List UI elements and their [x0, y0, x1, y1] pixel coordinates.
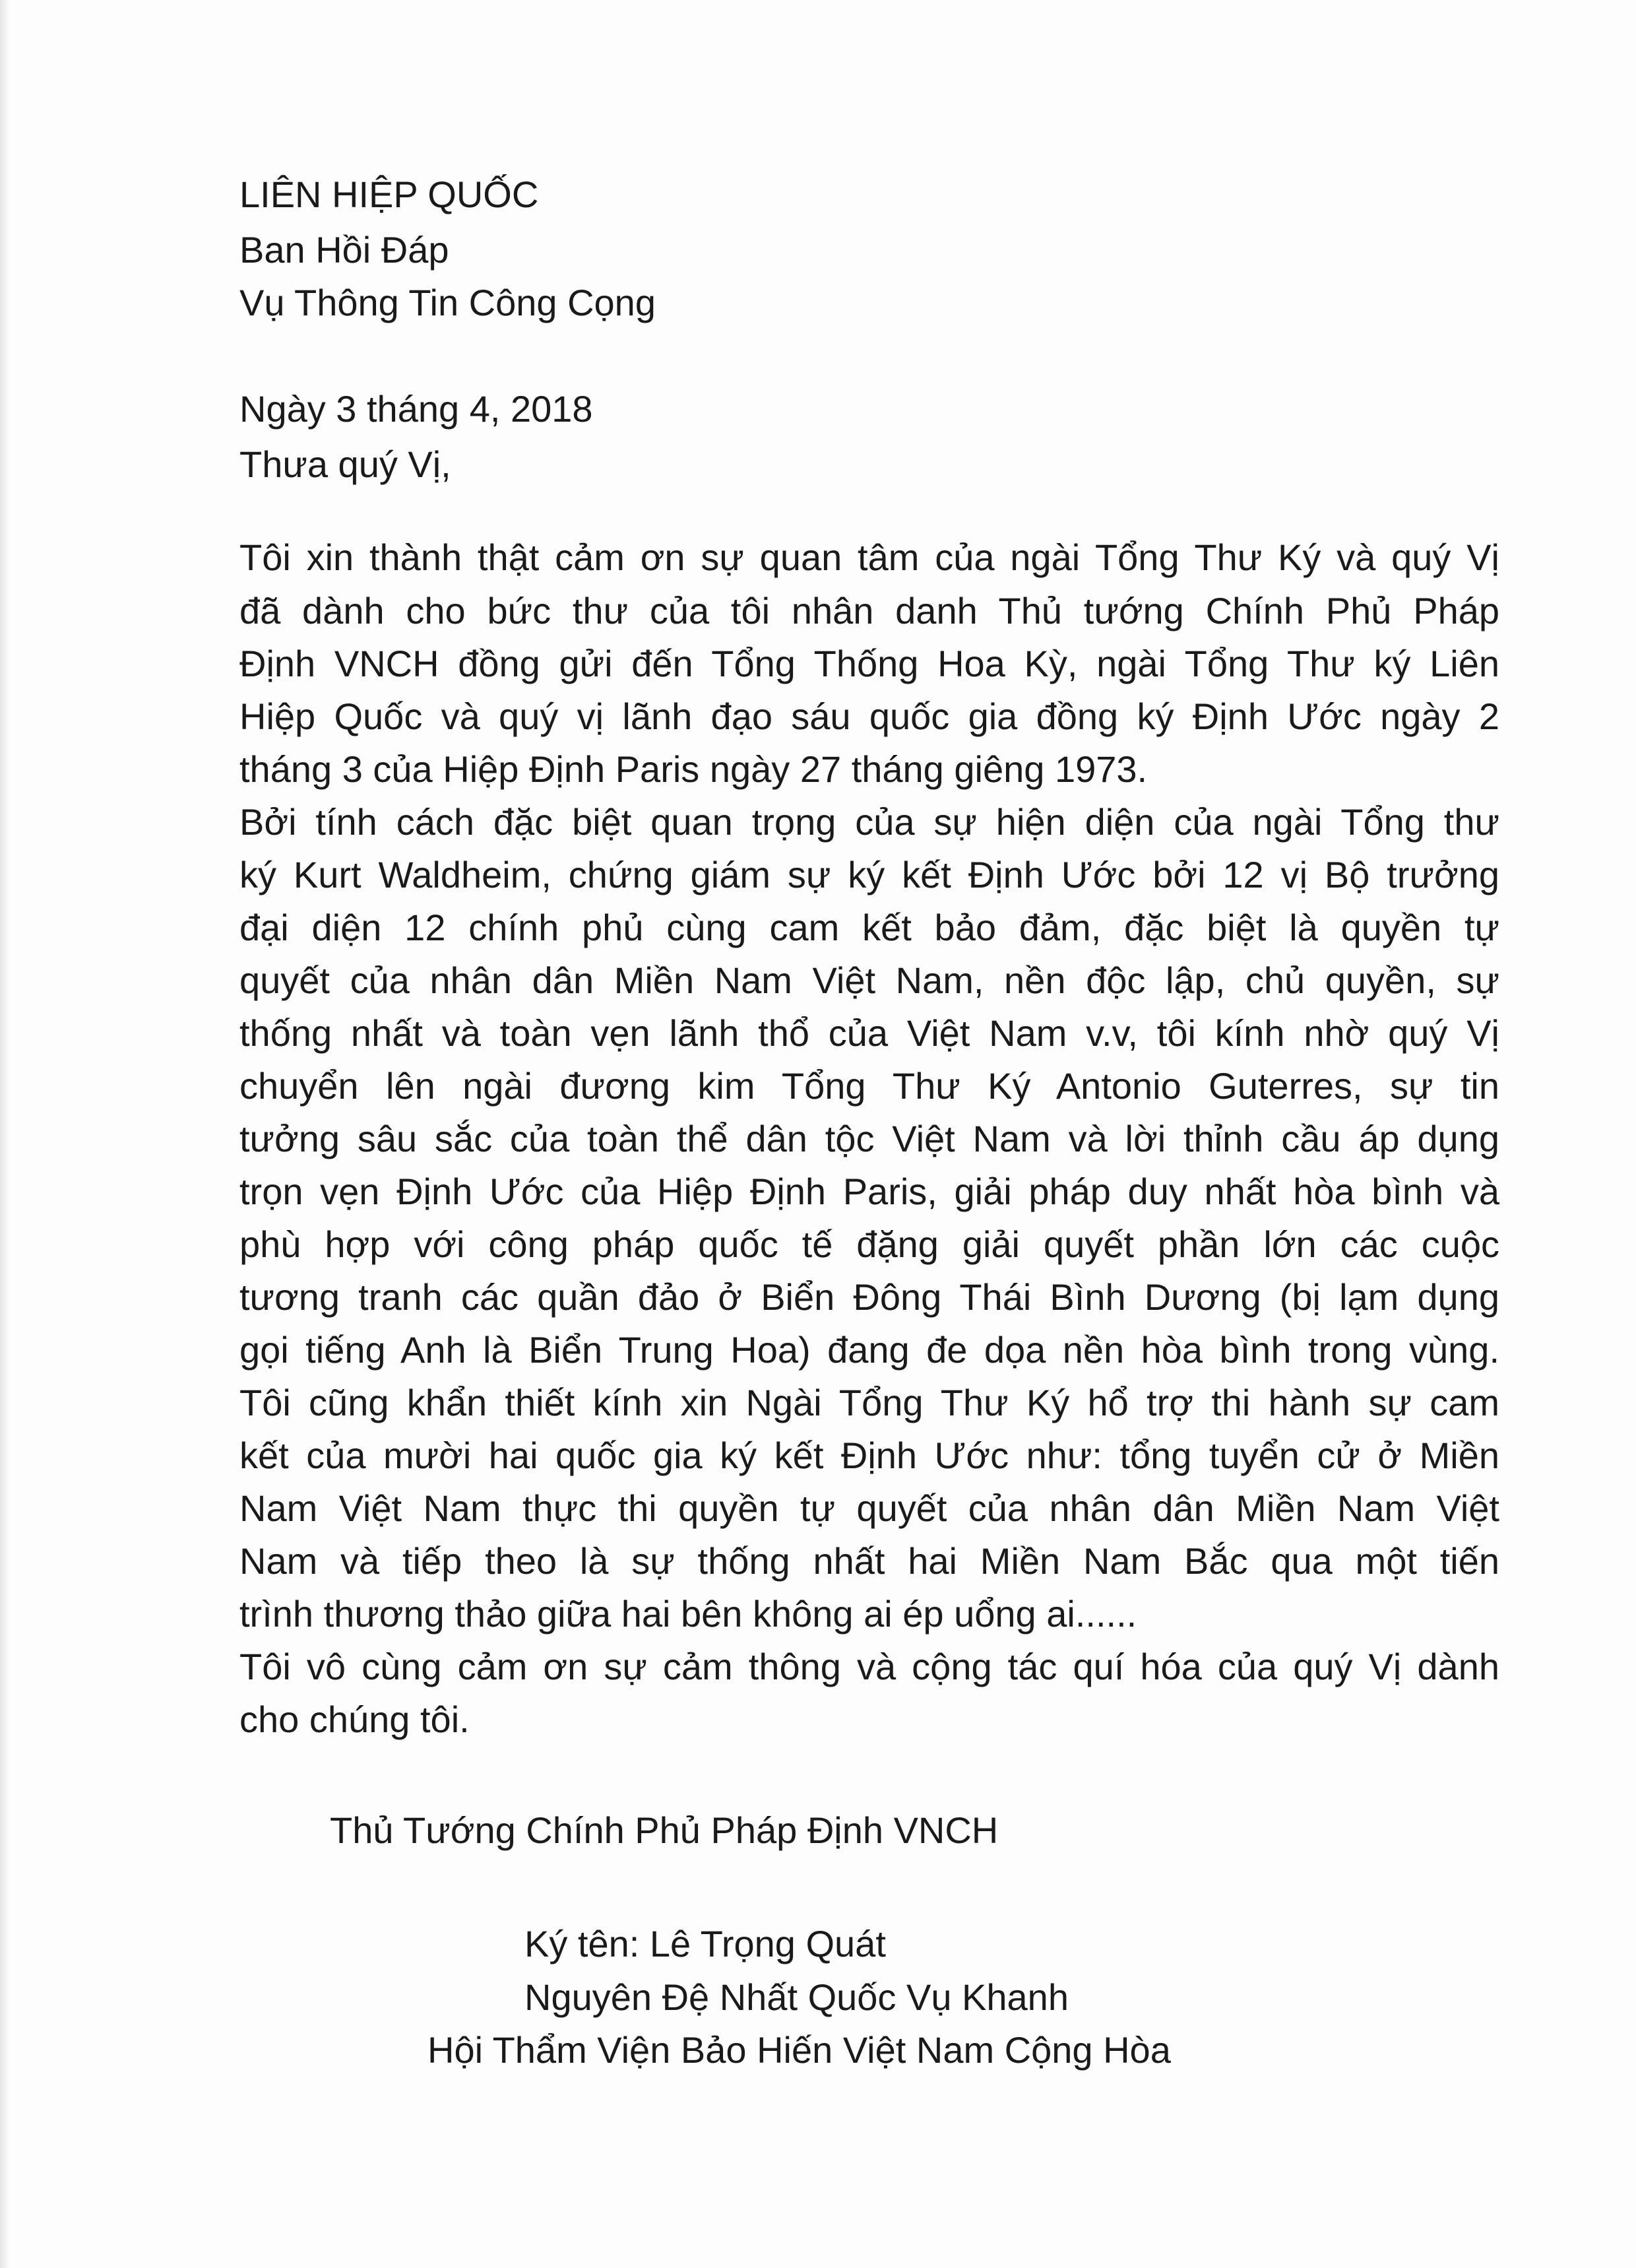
body-line: kết của mười hai quốc gia ký kết Định Ước như: tổng tuyển cử ở Miền [239, 1435, 1499, 1476]
scan-edge [0, 0, 9, 2268]
signature-position-2: Hội Thẩm Viện Bảo Hiến Việt Nam Cộng Hòa [427, 2029, 1171, 2071]
addressee-division: Vụ Thông Tin Công Cọng [239, 282, 656, 323]
body-line: Tôi xin thành thật cảm ơn sự quan tâm của ngài Tổng Thư Ký và quý Vị [239, 536, 1499, 578]
body-line: Tôi cũng khẩn thiết kính xin Ngài Tổng Thư Ký hổ trợ thi hành sự cam [239, 1382, 1499, 1423]
body-line: ký Kurt Waldheim, chứng giám sự ký kết Định Ước bởi 12 vị Bộ trưởng [239, 854, 1499, 895]
body-line: thống nhất và toàn vẹn lãnh thổ của Việt Nam v.v, tôi kính nhờ quý Vị [239, 1012, 1499, 1054]
body-line: Bởi tính cách đặc biệt quan trọng của sự hiện diện của ngài Tổng thư [239, 801, 1499, 843]
signature-signed: Ký tên: Lê Trọng Quát [524, 1923, 886, 1964]
signature-title: Thủ Tướng Chính Phủ Pháp Định VNCH [330, 1809, 999, 1851]
body-line: chuyển lên ngài đương kim Tổng Thư Ký Antonio Guterres, sự tin [239, 1065, 1499, 1107]
salutation: Thưa quý Vị, [239, 443, 451, 485]
body-line: trình thương thảo giữa hai bên không ai ép uổng ai...... [239, 1593, 1137, 1635]
body-line: cho chúng tôi. [239, 1699, 470, 1740]
addressee-department: Ban Hồi Đáp [239, 229, 449, 271]
body-line: Hiệp Quốc và quý vị lãnh đạo sáu quốc gia đồng ký Định Ước ngày 2 [239, 696, 1499, 737]
body-line: Định VNCH đồng gửi đến Tổng Thống Hoa Kỳ, ngài Tổng Thư ký Liên [239, 643, 1499, 684]
body-line: Nam và tiếp theo là sự thống nhất hai Miền Nam Bắc qua một tiến [239, 1540, 1499, 1582]
body-line: gọi tiếng Anh là Biển Trung Hoa) đang đe dọa nền hòa bình trong vùng. [239, 1329, 1499, 1371]
body-line: trọn vẹn Định Ước của Hiệp Định Paris, giải pháp duy nhất hòa bình và [239, 1171, 1499, 1212]
body-line: đại diện 12 chính phủ cùng cam kết bảo đảm, đặc biệt là quyền tự [239, 907, 1499, 948]
body-line: tháng 3 của Hiệp Định Paris ngày 27 tháng giêng 1973. [239, 748, 1148, 790]
body-line: tưởng sâu sắc của toàn thể dân tộc Việt Nam và lời thỉnh cầu áp dụng [239, 1118, 1499, 1159]
addressee-org: LIÊN HIỆP QUỐC [239, 174, 539, 215]
body-line: đã dành cho bức thư của tôi nhân danh Thủ tướng Chính Phủ Pháp [239, 590, 1499, 632]
body-line: quyết của nhân dân Miền Nam Việt Nam, nền độc lập, chủ quyền, sự [239, 959, 1499, 1001]
body-line: Tôi vô cùng cảm ơn sự cảm thông và cộng tác quí hóa của quý Vị dành [239, 1646, 1499, 1687]
body-line: phù hợp với công pháp quốc tế đặng giải quyết phần lớn các cuộc [239, 1223, 1499, 1265]
signature-position-1: Nguyên Đệ Nhất Quốc Vụ Khanh [524, 1976, 1069, 2018]
letter-date: Ngày 3 tháng 4, 2018 [239, 388, 593, 430]
body-line: Nam Việt Nam thực thi quyền tự quyết của nhân dân Miền Nam Việt [239, 1487, 1499, 1529]
body-line: tương tranh các quần đảo ở Biển Đông Thái Bình Dương (bị lạm dụng [239, 1276, 1499, 1318]
